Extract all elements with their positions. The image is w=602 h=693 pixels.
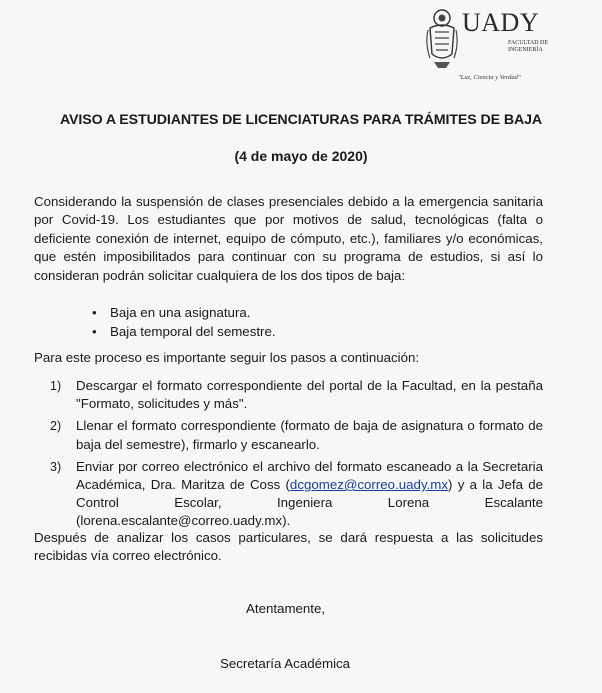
- step-text: Descargar el formato correspondiente del portal de la Facultad, en la pestaña "Formato, solicitudes y más".: [76, 378, 543, 412]
- step-text: Llenar el formato correspondiente (formato de baja de asignatura o formato de baja del semestre), firmarlo y escanearlo.: [76, 418, 543, 452]
- page-title: AVISO A ESTUDIANTES DE LICENCIATURAS PARA TRÁMITES DE BAJA: [59, 112, 543, 128]
- process-intro: Para este proceso es importante seguir los pasos a continuación:: [34, 350, 420, 365]
- intro-paragraph: Considerando la suspensión de clases presenciales debido a la emergencia sanitaria por Covid-19. Los estudiantes que por motivos de salud, tecnológicas (falta o deficiente conexión de internet, equipo de cómputo, etc.), familiares y/o económicas, que estén imposibilitados para continuar con su programa de estudios, si así lo consideran podrán solicitar cualquiera de los dos tipos de baja:: [34, 194, 543, 283]
- conclusion-paragraph: Después de analizar los casos particulares, se dará respuesta a las solicitudes recibidas vía correo electrónico.: [34, 530, 543, 564]
- step-number: 3): [50, 459, 62, 474]
- step-number: 1): [50, 379, 62, 393]
- faculty-name: FACULTAD DE INGENIERÍA: [508, 40, 549, 53]
- step-item: [50, 458, 543, 531]
- list-item: • Baja temporal del semestre.: [92, 322, 276, 341]
- signature: Secretaría Académica: [220, 656, 351, 671]
- list-item: • Baja en una asignatura.: [92, 303, 276, 322]
- brand-name: UADY: [462, 8, 540, 37]
- notice-date: (4 de mayo de 2020): [234, 148, 368, 164]
- step-text-after: ) y a la Jefa de Control Escolar, Ingeniera Lorena Escalante (lorena.escalante@correo.uady.mx).: [76, 477, 543, 529]
- uady-logo: [424, 6, 574, 88]
- step-item: [50, 377, 543, 413]
- uady-seal-icon: [424, 8, 460, 70]
- steps-list: [50, 377, 543, 535]
- email-link[interactable]: dcgomez@correo.uady.mx: [289, 477, 449, 493]
- step-text-before: Enviar por correo electrónico el archivo del formato escaneado a la Secretaria Académica, Dra. Maritza de Coss (: [76, 458, 543, 493]
- step-number: 2): [50, 419, 62, 434]
- closing-text: Atentamente,: [246, 601, 326, 616]
- withdrawal-types-list: [92, 303, 276, 341]
- step-item: [50, 417, 543, 453]
- motto: "Luz, Ciencia y Verdad": [458, 74, 521, 81]
